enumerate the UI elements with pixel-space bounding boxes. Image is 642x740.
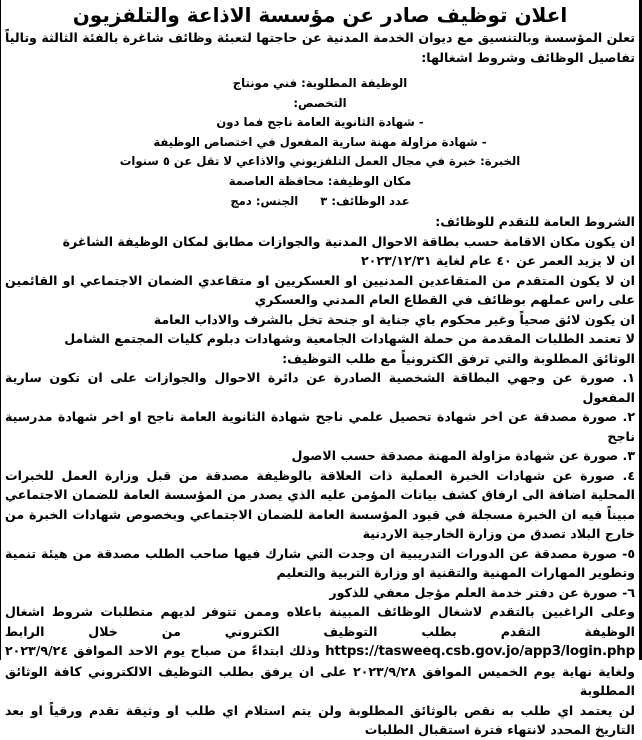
condition-item: ان يكون لائق صحياً وغير محكوم باي جناية او جنحة تخل بالشرف والاداب العامة: [153, 311, 635, 327]
document-item: ٦- صورة عن دفتر خدمة العلم مؤجل معفي للذكور: [329, 584, 635, 600]
announcement-title: اعلان توظيف صادر عن مؤسسة الاذاعة والتلفزيون: [72, 3, 568, 27]
condition-item: ان لا يزيد العمر عن ٤٠ عام لغاية ٢٠٢٣/١٢/٣١: [360, 253, 635, 269]
specialization-item: - شهادة الثانوية العامة ناجح فما دون: [216, 115, 424, 130]
job-count-gender: [5, 192, 635, 212]
application-text-before-link: وعلى الراغبين بالتقدم لاشغال الوظائف المبينة باعلاه وممن تتوفر لديهم متطلبات شروط اشغال الوظيفة التقدم بطلب التوظيف الكتروني من خلال الرابط: [5, 604, 635, 639]
required-documents-section: [5, 349, 635, 603]
job-gender: الجنس: دمج: [230, 193, 299, 208]
document-item: ٣. صورة عن شهادة مزاولة المهنة مصدقة حسب الاصول: [291, 448, 635, 464]
condition-item: ان يكون مكان الاقامة حسب بطاقة الاحوال المدنية والجوازات مطابق لمكان الوظيفة الشاغرة: [62, 233, 635, 249]
job-experience: الخبرة: خبرة في مجال العمل التلفزيوني والاذاعي لا تقل عن ٥ سنوات: [119, 154, 521, 169]
specialization-label: التخصص:: [293, 95, 347, 110]
document-item: ٢. صورة مصدقة عن اخر شهادة تحصيل علمي ناجح شهادة الثانوية العامة ناجح او اخر شهادة مدرسية ناجح: [5, 409, 635, 444]
job-location: مكان الوظيفة: محافظة العاصمة: [228, 173, 412, 188]
documents-heading: الوثائق المطلوبة والتي ترفق الكترونياً مع طلب التوظيف:: [282, 350, 635, 366]
application-instructions: [5, 602, 635, 701]
application-text-after-link: وذلك ابتداءً من صباح يوم الاحد الموافق ٢٠٢٣/٩/٢٤ ولغاية نهاية يوم الخميس الموافق ٢٠٢٣/٩/٢٨ على ان يرفق بطلب التوظيف الالكتروني كافة الوثائق المطلوبة: [5, 643, 636, 699]
condition-item: ان لا يكون المتقدم من المتقاعدين المدنيين او العسكريين او متقاعدي الضمان الاجتماعي او القائمين على راس عملهم بوظائف في القطاع العام المدني والعسكري: [5, 272, 635, 308]
job-position: الوظيفة المطلوبة: فني مونتاج: [232, 76, 408, 90]
job-count: عدد الوظائف: ٣: [320, 193, 410, 208]
intro-paragraph: تعلن المؤسسة وبالتنسيق مع ديوان الخدمة المدنية عن حاجتها لتعبئة وظائف شاغرة بالفئة الثالثة وتالياً تفاصيل الوظائف وشروط اشغالها:: [5, 30, 635, 65]
condition-item: لا تعتمد الطلبات المقدمة من حملة الشهادات الجامعية وشهادات دبلوم كليات المجتمع الشامل: [64, 331, 635, 347]
document-item: ٤. صورة عن شهادات الخبرة العملية ذات العلاقة بالوظيفة مصدقة من قبل وزارة العمل للخبرات المحلية اضافة الى ارفاق كشف بيانات المؤمن عليه الذي يصدر من المؤسسة العامة للضمان الاجتماعي مبيناً فيه ان الخبرة مسجلة في قيود المؤسسة العامة للضمان الاجتماعي وبخصوص شهادات الخبرة من خارج البلاد تصدق من وزارة الخارجية الاردنية: [5, 467, 635, 542]
general-conditions-heading: الشروط العامة للتقدم للوظائف:: [435, 214, 635, 230]
document-item: ١. صورة عن وجهي البطاقة الشخصية الصادرة عن دائرة الاحوال والجوازات على ان تكون سارية المفعول: [5, 370, 635, 405]
closing-note: لن يعتمد اي طلب به نقص بالوثائق المطلوبة ولن يتم استلام اي طلب او وثيقة تقدم ورقياً او بعد التاريخ المحدد لانتهاء فترة استقبال الطلبات: [5, 702, 635, 738]
document-item: ٥- صورة مصدقة عن الدورات التدريبية ان وجدت التي شارك فيها صاحب الطلب مصدقة من هيئة تنمية وتطوير المهارات المهنية والتقنية او وزارة التربية والتعليم: [5, 545, 635, 581]
job-details: [5, 74, 635, 211]
general-conditions-section: [5, 212, 635, 349]
specialization-item: - شهادة مزاولة مهنة سارية المفعول في اختصاص الوظيفة: [153, 134, 487, 149]
application-link[interactable]: https://tasweeq.csb.gov.jo/app3/login.php: [325, 644, 635, 660]
